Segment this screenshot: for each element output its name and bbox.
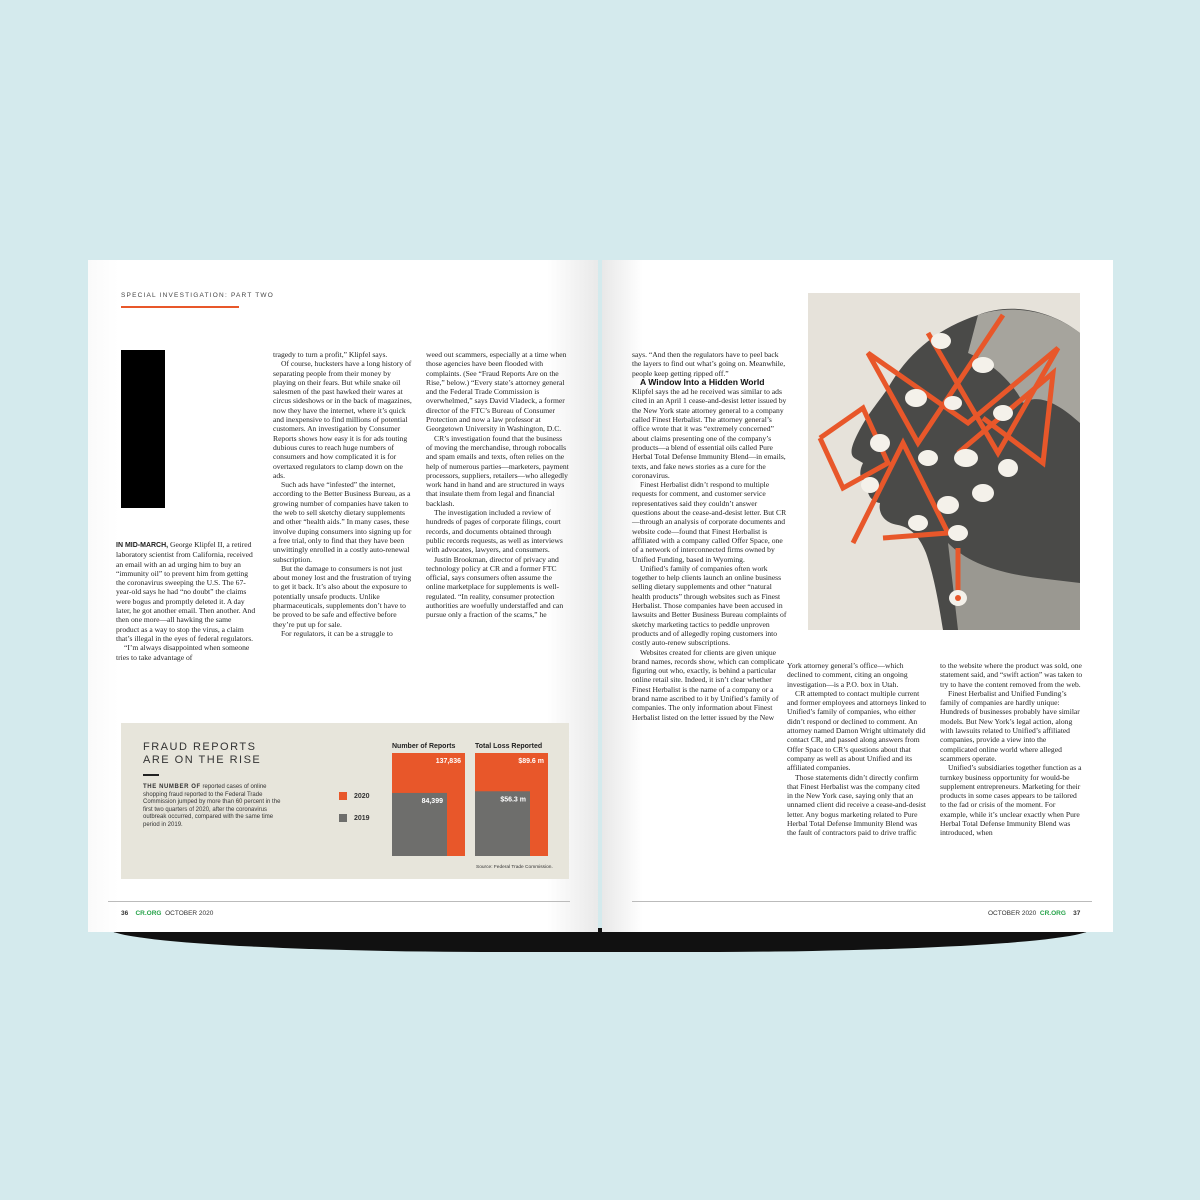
illustration-profile-head <box>808 293 1080 630</box>
bar-value-label: $89.6 m <box>518 758 544 765</box>
chart-source: Source: Federal Trade Commission. <box>476 865 553 870</box>
paragraph: Klipfel says the ad he received was similar to ads cited in an April 1 cease-and-desist letter issued by the New York state attorney general to a company called Finest Herbalist. The attorney general’s office wrote that it was “extremely concerned” about claims presenting one of the company’s products—a blend of essential oils called Pure Herbal Total Defense Immunity Blend—in emails, texts, and fake news stories as a cure for the coronavirus. <box>632 387 787 480</box>
bar-value-label: 137,836 <box>435 758 461 765</box>
page-number: 36 <box>121 910 129 917</box>
chart-title-loss: Total Loss Reported <box>475 743 543 750</box>
kicker: SPECIAL INVESTIGATION: PART TWO <box>121 292 275 299</box>
site-name: CR.ORG <box>1039 910 1066 917</box>
legend-label: 2019 <box>354 814 370 822</box>
chart-loss <box>475 753 548 856</box>
paragraph: Those statements didn’t directly confirm that Finest Herbalist was the company cited in the New York case, saying only that an unnamed client did receive a cease-and-desist letter. Any bogus marketing related to Pure Herbal Total Defense Immunity Blend was the fault of contractors paid to drive traffic <box>787 772 926 838</box>
box-desc-text: reported cases of online shopping fraud reported to the Federal Trade Commission jumped by more than 60 percent in the first two quarters of 2020, after the coronavirus outbreak occurred, compared with the same time period in 2019. <box>143 784 281 828</box>
illustration-art <box>808 293 1080 630</box>
page-number: 37 <box>1073 910 1081 917</box>
paragraph: For regulators, it can be a struggle to <box>281 628 393 638</box>
section-subhead: A Window Into a Hidden World <box>640 376 765 387</box>
paragraph: Finest Herbalist and Unified Funding’s family of companies are hardly unique: Hundreds of businesses probably have similar models. But New York’s legal action, along with lawsuits related to Unified’s affiliated companies, provide a view into the complicated online world where alleged scammers operate. <box>940 688 1080 763</box>
chart-title-reports: Number of Reports <box>392 743 456 750</box>
paragraph: “I’m always disappointed when someone tries to take advantage of <box>116 643 250 662</box>
paragraph: Such ads have “infested” the internet, according to the Better Business Bureau, as a growing number of companies have taken to the web to sell sketchy dietary supplements and other “health aids.” In many cases, these involve duping consumers into signing up for a free trial, only to find that they have been unwittingly enrolled in a costly auto-renewal subscription. <box>273 480 412 564</box>
chart-reports <box>392 753 465 856</box>
box-desc-lead: THE NUMBER OF <box>143 784 201 790</box>
bar-value-label: $56.3 m <box>500 796 526 804</box>
paragraph: Of course, hucksters have a long history of separating people from their money by playing on their fears. But while snake oil salesmen of the past hawked their wares at circus sideshows or in the back of magazines, now they have the internet, where it’s quick and inexpensive to find millions of potential customers. An investigation by Consumer Reports shows how easy it is for ads touting dubious cures to reach huge numbers of consumers and how complicated it is for overtaxed regulators to clamp down on the ads. <box>273 359 412 480</box>
paragraph: says. “And then the regulators have to peel back the layers to find out what’s going on. Meanwhile, people keep getting ripped off.” <box>632 350 786 378</box>
right-column-1 <box>632 350 787 722</box>
box-title-line: ARE ON THE RISE <box>143 754 262 766</box>
site-name: CR.ORG <box>135 910 162 917</box>
paragraph: But the damage to consumers is not just about money lost and the frustration of trying to get it back. It’s also about the exposure to potentially unsafe products. Unlike pharmaceuticals, supplements don’t have to be proved to be safe and effective before they’re put up for sale. <box>273 563 412 629</box>
left-column-2 <box>273 350 413 638</box>
paragraph: CR attempted to contact multiple current and former employees and attorneys linked to Unified’s family of companies, who either didn’t respond or declined to comment. An attorney named Damon Wright ultimately did contact CR, and passed along answers from Offer Space to CR’s questions about that company as well as about Unified and its affiliated companies. <box>787 688 927 773</box>
footer-rule <box>108 901 570 902</box>
right-page <box>602 260 1113 932</box>
paragraph: tragedy to turn a profit,” Klipfel says. <box>273 350 388 359</box>
paragraph: The investigation included a review of hundreds of pages of corporate filings, court records, and documents obtained through public records requests, as well as interviews with advocates, lawyers, and consumers. <box>426 508 563 555</box>
right-column-3 <box>940 661 1084 838</box>
paragraph: York attorney general’s office—which declined to comment, citing an ongoing investigation—is a P.O. box in Utah. <box>787 661 908 689</box>
box-title-line: FRAUD REPORTS <box>143 741 257 753</box>
bar-charts <box>121 723 569 879</box>
bar-value-label: 84,399 <box>421 797 443 805</box>
paragraph: weed out scammers, especially at a time when those agencies have been flooded with complaints. (See “Fraud Reports Are on the Rise,” below.) “Every state’s attorney general and the Federal Trade Commission is overwhelmed,” says David Vladeck, a former director of the FTC’s Bureau of Consumer Protection and now a law professor at Georgetown University in Washington, D.C. <box>426 350 567 434</box>
kicker-rule <box>121 306 239 308</box>
drop-cap-block <box>121 350 165 508</box>
legend-label: 2020 <box>354 792 370 800</box>
issue-date: OCTOBER 2020 <box>988 910 1037 917</box>
paragraph: Unified’s subsidiaries together function as a turnkey business opportunity for would-be supplement entrepreneurs. Marketing for their products in some cases appears to be tailored to the fad or crisis of the moment. For example, while it’s unclear exactly when Pure Herbal Total Defense Immunity Blend was introduced, when <box>940 763 1082 838</box>
left-column-1 <box>116 540 256 662</box>
paragraph: Websites created for clients are given unique brand names, records show, which can complicate figuring out who, exactly, is behind a particular online retail site. Indeed, it isn’t clear whether Finest Herbalist is the name of a company or a brand name ascribed to it by Unified’s family of companies. The only information about Finest Herbalist listed on the letter issued by the New <box>632 647 785 722</box>
paragraph: Unified’s family of companies often work together to help clients launch an online business selling dietary supplements and other “natural health products” through websites such as Finest Herbalist. Those companies have been accused in lawsuits and Better Business Bureau complaints of sketchy marketing tactics to peddle unproven products and of allegedly roping customers into costly auto-renew subscriptions. <box>632 563 787 648</box>
right-column-2 <box>787 661 927 838</box>
paragraph: CR’s investigation found that the business of moving the merchandise, through robocalls and spam emails and texts, often relies on the help of numerous parties—marketers, payment processors, suppliers, retailers—who allegedly work hand in hand and are structured in ways that insulate them from legal and financial backlash. <box>426 433 569 508</box>
paragraph: to the website where the product was sold, one statement said, and “swift action” was taken to try to have the content removed from the web. <box>940 661 1083 689</box>
lead-caps: IN MID-MARCH, <box>116 542 169 549</box>
footer-rule <box>632 901 1092 902</box>
issue-date: OCTOBER 2020 <box>165 910 214 917</box>
folio-right <box>988 910 1080 917</box>
lead-text: George Klipfel II, a retired laboratory scientist from California, received an email with an ad urging him to buy an “immunity oil” to prevent him from getting the coronavirus sweeping the U.S. The 67-year-old says he had “no doubt” the claims were bogus and promptly deleted it. A day later, he got another email. Then another. And then one more—all hawking the same product as a way to stop the virus, a claim that’s illegal in the eyes of federal regulators. <box>116 540 256 643</box>
paragraph: Justin Brookman, director of privacy and technology policy at CR and a former FTC official, says consumers often assume the online marketplace for supplements is well-regulated. “In reality, consumer protection authorities are woefully understaffed and can pursue only a fraction of the scams,” he <box>426 554 564 620</box>
paragraph: Finest Herbalist didn’t respond to multiple requests for comment, and customer service representatives said they couldn’t answer questions about the cease-and-desist letter. But CR—through an analysis of corporate documents and website code—found that Finest Herbalist is affiliated with a company called Offer Space, one of a network of interconnected firms owned by Unified Funding, based in Wyoming. <box>632 480 787 564</box>
left-page <box>88 260 598 932</box>
fraud-chart-box <box>121 723 569 879</box>
left-column-3 <box>426 350 570 620</box>
folio-left <box>121 910 213 917</box>
